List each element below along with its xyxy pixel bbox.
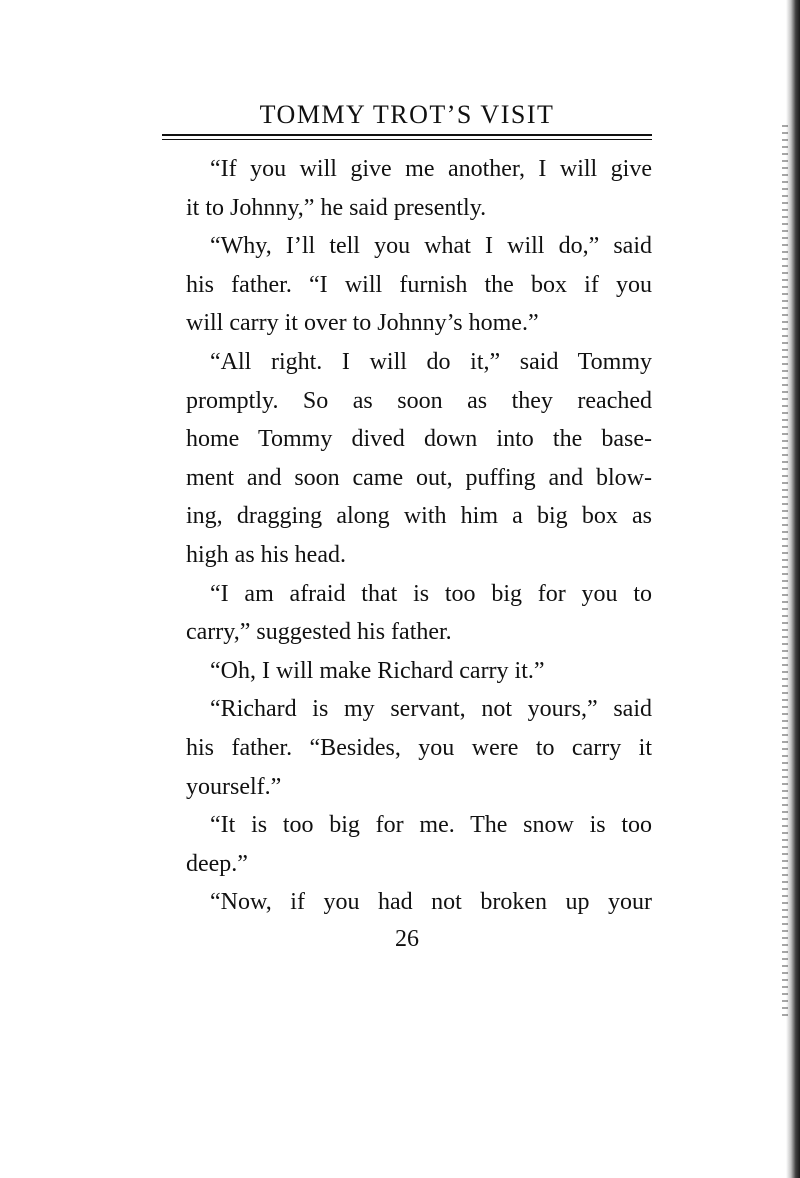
text-line: promptly. So as soon as they reached (186, 387, 652, 414)
running-head: TOMMY TROT’S VISIT (259, 100, 555, 129)
paragraph (162, 883, 652, 922)
text-line: his father. “I will furnish the box if you (186, 271, 652, 298)
paragraph (162, 806, 652, 883)
page-edge-speckle (782, 120, 788, 1020)
paragraph (162, 690, 652, 806)
body-text (162, 150, 652, 922)
text-line: carry,” suggested his father. (186, 619, 452, 646)
header-rule-thick (162, 134, 652, 136)
text-line: “If you will give me another, I will give (210, 156, 652, 182)
text-line: ing, dragging along with him a big box as (186, 503, 652, 530)
page-edge-shadow (786, 0, 800, 1178)
text-line: “I am afraid that is too big for you to (210, 580, 652, 607)
text-line: home Tommy dived down into the base- (186, 426, 652, 453)
paragraph (162, 227, 652, 343)
text-line: will carry it over to Johnny’s home.” (186, 310, 539, 337)
text-line: yourself.” (186, 773, 282, 800)
text-line: “Why, I’ll tell you what I will do,” said (210, 233, 652, 260)
paragraph (162, 652, 652, 691)
page-number: 26 (395, 926, 419, 952)
text-line: “Now, if you had not broken up your (210, 889, 652, 916)
text-line: it to Johnny,” he said presently. (186, 194, 487, 221)
paragraph (162, 343, 652, 575)
text-line: “It is too big for me. The snow is too (210, 812, 652, 839)
text-line: “Richard is my servant, not yours,” said (210, 696, 652, 723)
paragraph (162, 150, 652, 227)
text-line: “Oh, I will make Richard carry it.” (210, 657, 545, 684)
text-line: ment and soon came out, puffing and blow- (186, 464, 652, 491)
paragraph (162, 575, 652, 652)
header-rule-thin (162, 139, 652, 140)
text-line: deep.” (186, 850, 248, 877)
text-line: “All right. I will do it,” said Tommy (210, 348, 652, 375)
text-line: high as his head. (186, 541, 346, 568)
text-line: his father. “Besides, you were to carry it (186, 734, 652, 761)
